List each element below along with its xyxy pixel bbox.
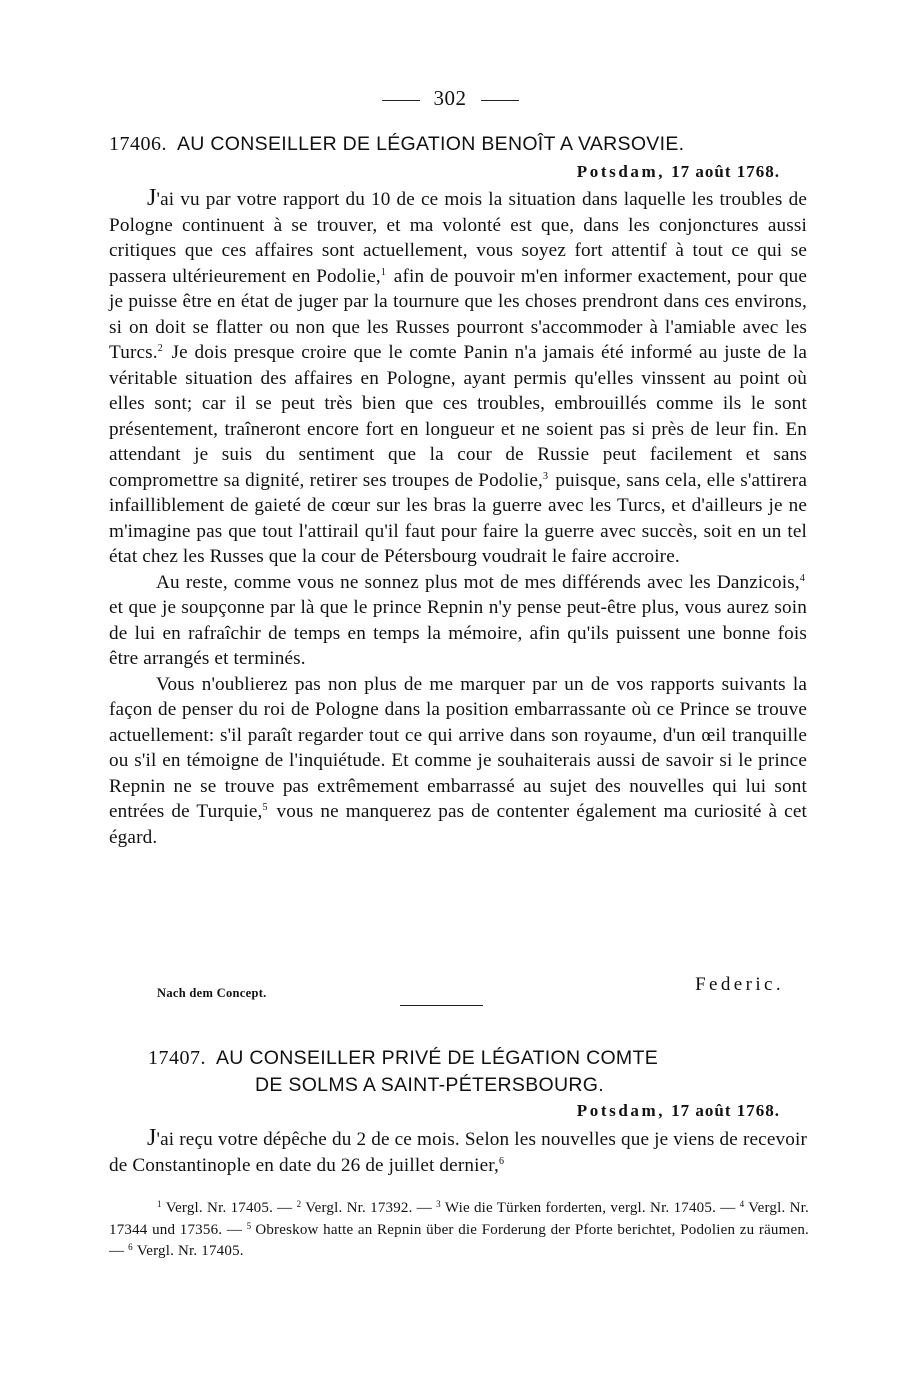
letter-1-p3-seg-2: vous ne manquerez pas de contenter également ma curiosité à cet égard. xyxy=(109,801,807,848)
letter-1-place: Potsdam, xyxy=(576,162,666,181)
footnotes xyxy=(109,1198,809,1263)
letter-1-p1-seg-3: Je dois presque croire que le comte Panin n'a jamais été informé au juste de la véritable situation des affaires en Pologne, ayant permis qu'elles vinssent au point où elles sont; car il se peut très bien que ces troubles, embrouillés comme ils le sont présentement, traîneront encore fort en longueur et ne soient pas si près de leur fin. En attendant je suis du sentiment que la cour de Russie peut facilement et sans compromettre sa dignité, retirer ses troupes de Podolie, xyxy=(109,342,807,491)
footnote-ref-1[interactable]: 1 xyxy=(380,266,387,278)
footnote-3: Wie die Türken forderten, vergl. Nr. 17405. — xyxy=(444,1200,736,1216)
letter-1-body xyxy=(109,186,807,850)
letter-1-paragraph-2 xyxy=(109,570,807,672)
letter-1-p1-seg-4: puisque, sans cela, elle s'attirera infailliblement de gaieté de cœur sur les bras la guerre avec les Turcs, et d'ailleurs je ne m'imagine pas que tout l'attirail qu'il faut pour faire la guerre avec succès, soit en un tel état chez les Russes que la cour de Pétersbourg voudrait le faire accroire. xyxy=(109,469,807,567)
footnote-6-mark: 6 xyxy=(128,1242,133,1252)
source-note: Nach dem Concept. xyxy=(157,986,267,1000)
footnote-1-mark: 1 xyxy=(157,1199,162,1209)
footnote-ref-4[interactable]: 4 xyxy=(799,572,805,584)
section-divider xyxy=(400,1005,483,1006)
footnote-2: Vergl. Nr. 17392. — xyxy=(305,1200,432,1216)
letter-1-number: 17406. xyxy=(109,133,167,155)
footnote-ref-6[interactable]: 6 xyxy=(499,1155,505,1167)
footnote-6: Vergl. Nr. 17405. xyxy=(136,1243,244,1259)
letter-1-heading xyxy=(109,132,809,157)
page-number xyxy=(0,86,900,111)
letter-2-text: 'ai reçu votre dépêche du 2 de ce mois. Selon les nouvelles que je viens de recevoir de Constantinople en date du 26 de juillet dernier, xyxy=(109,1129,807,1176)
footnote-1: Vergl. Nr. 17405. — xyxy=(165,1200,293,1216)
footnote-4: Vergl. Nr. 17344 und 17356. — xyxy=(109,1200,809,1238)
letter-2-initial: J xyxy=(147,1125,157,1151)
letter-2-body xyxy=(109,1126,807,1178)
letter-1-place-date xyxy=(577,162,780,182)
page-number-dash-right xyxy=(481,100,519,101)
letter-2-date: 17 août 1768. xyxy=(671,1101,780,1120)
footnote-4-mark: 4 xyxy=(739,1199,745,1209)
footnote-3-mark: 3 xyxy=(436,1199,441,1209)
letter-2-place-date xyxy=(577,1101,780,1121)
footnote-5: Obreskow hatte an Repnin über die Forderung der Pforte berichtet, Podolien zu räumen. — xyxy=(109,1221,810,1259)
letter-1-paragraph-1 xyxy=(109,186,807,570)
page-number-dash-left xyxy=(382,100,420,101)
footnote-ref-5[interactable]: 5 xyxy=(262,802,268,813)
letter-1-p1-seg-2: afin de pouvoir m'en informer exactement, pour que je puisse être en état de juger par la tournure que les choses prendront dans ces environs, si on doit se flatter ou non que les Russes pourront s'accommoder à l'amiable avec les Turcs. xyxy=(109,265,807,363)
footnote-2-mark: 2 xyxy=(296,1199,302,1209)
letter-2-title-line-2: DE SOLMS A SAINT-PÉTERSBOURG. xyxy=(255,1074,604,1096)
footnote-ref-3[interactable]: 3 xyxy=(542,470,549,482)
letter-2-title-line-1: AU CONSEILLER PRIVÉ DE LÉGATION COMTE xyxy=(216,1047,658,1069)
letter-2-paragraph-1 xyxy=(109,1126,807,1178)
page-number-text: 302 xyxy=(433,86,467,110)
letter-1-p1-seg-1: 'ai vu par votre rapport du 10 de ce mois la situation dans laquelle les troubles de Pologne continuent à se trouver, et ma volonté est que, dans les conjonctures aussi critiques que ces affaires sont actuellement, vous soyez fort attentif à tout ce qui se passera ultérieurement en Podolie, xyxy=(109,189,807,287)
letter-2-heading xyxy=(148,1045,848,1099)
letter-2-place: Potsdam, xyxy=(576,1101,666,1120)
signature: Federic. xyxy=(695,974,784,995)
footnotes-text xyxy=(109,1198,809,1263)
letter-2-number: 17407. xyxy=(148,1047,206,1069)
footnote-ref-2[interactable]: 2 xyxy=(157,343,163,354)
letter-1-p3-seg-1: Vous n'oublierez pas non plus de me marquer par un de vos rapports suivants la façon de penser du roi de Pologne dans la position embarrassante où ce Prince se trouve actuellement: s'il paraît regarder tout ce qui arrive dans son royaume, d'un œil tranquille ou s'il en témoigne de l'inquiétude. Et comme je souhaiterais aussi de savoir si le prince Repnin ne se trouve pas extrêmement embarrassé au sujet des nouvelles qui lui sont entrées de Turquie, xyxy=(109,673,807,822)
letter-1-date: 17 août 1768. xyxy=(671,162,780,181)
letter-1-title: AU CONSEILLER DE LÉGATION BENOÎT A VARSOVIE. xyxy=(177,133,685,155)
letter-1-p2-seg-2: et que je soupçonne par là que le prince Repnin n'y pense peut-être plus, vous aurez soin de lui en rafraîchir de temps en temps la mémoire, afin qu'ils puissent une bonne fois être arrangés et terminés. xyxy=(109,597,807,669)
letter-1-paragraph-3 xyxy=(109,672,807,851)
letter-1-p2-seg-1: Au reste, comme vous ne sonnez plus mot de mes différends avec les Danzicois, xyxy=(156,571,800,593)
letter-1-initial: J xyxy=(147,185,157,211)
footnote-5-mark: 5 xyxy=(246,1220,252,1231)
